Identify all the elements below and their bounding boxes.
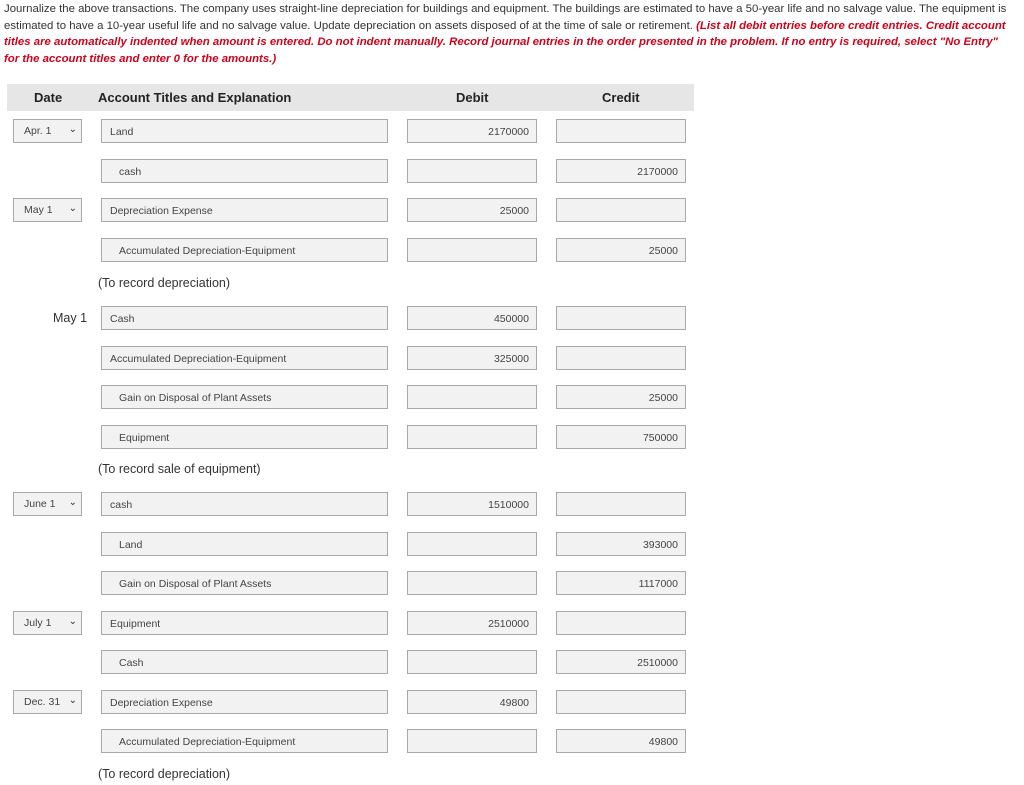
debit-field[interactable] (407, 238, 537, 262)
chevron-down-icon: ⌄ (68, 695, 77, 706)
date-value: July 1 (24, 617, 52, 629)
debit-field[interactable] (407, 159, 537, 183)
credit-field[interactable]: 2170000 (556, 159, 686, 183)
debit-field[interactable] (407, 385, 537, 409)
credit-field[interactable] (556, 119, 686, 143)
credit-field[interactable]: 25000 (556, 385, 686, 409)
account-field[interactable]: Accumulated Depreciation-Equipment (101, 346, 388, 370)
account-field[interactable]: Land (101, 532, 388, 556)
date-value: Apr. 1 (24, 125, 52, 137)
debit-field[interactable]: 25000 (407, 198, 537, 222)
credit-field[interactable]: 25000 (556, 238, 686, 262)
account-field[interactable]: Gain on Disposal of Plant Assets (101, 385, 388, 409)
date-select[interactable] (13, 198, 82, 222)
credit-field[interactable] (556, 492, 686, 516)
debit-field[interactable] (407, 571, 537, 595)
chevron-down-icon: ⌄ (68, 616, 77, 627)
credit-field[interactable]: 49800 (556, 729, 686, 753)
instructions (4, 1, 1014, 67)
debit-field[interactable] (407, 532, 537, 556)
date-select[interactable] (13, 119, 82, 143)
header-date: Date (34, 90, 63, 105)
account-field[interactable]: Accumulated Depreciation-Equipment (101, 238, 388, 262)
date-value: Dec. 31 (24, 696, 61, 708)
credit-field[interactable] (556, 198, 686, 222)
explanation-note: (To record depreciation) (98, 767, 231, 781)
debit-field[interactable]: 450000 (407, 306, 537, 330)
debit-field[interactable] (407, 650, 537, 674)
date-select[interactable] (13, 492, 82, 516)
account-field[interactable]: Accumulated Depreciation-Equipment (101, 729, 388, 753)
instructions-emphasis: (List all debit entries before credit entries. Credit account titles are automatically indented when amount is entered. Do not indent manually. Record journal entries in the order presented in the problem. If no entry is required, select "No Entry" for the account titles and enter 0 for the amounts.) (4, 19, 1006, 65)
account-field[interactable]: Land (101, 119, 388, 143)
account-field[interactable]: Depreciation Expense (101, 198, 388, 222)
explanation-note: (To record depreciation) (98, 276, 231, 290)
debit-field[interactable] (407, 729, 537, 753)
header-debit: Debit (456, 90, 489, 105)
explanation-note: (To record sale of equipment) (98, 462, 261, 476)
account-field[interactable]: Equipment (101, 611, 388, 635)
date-select[interactable] (13, 690, 82, 714)
debit-field[interactable]: 325000 (407, 346, 537, 370)
credit-field[interactable]: 2510000 (556, 650, 686, 674)
date-value: May 1 (24, 204, 53, 216)
debit-field[interactable]: 49800 (407, 690, 537, 714)
journal-header (7, 84, 694, 111)
account-field[interactable]: Equipment (101, 425, 388, 449)
debit-field[interactable]: 1510000 (407, 492, 537, 516)
date-value: June 1 (24, 498, 56, 510)
date-label: May 1 (53, 311, 88, 325)
header-credit: Credit (602, 90, 640, 105)
date-select[interactable] (13, 611, 82, 635)
account-field[interactable]: cash (101, 159, 388, 183)
account-field[interactable]: Gain on Disposal of Plant Assets (101, 571, 388, 595)
credit-field[interactable]: 750000 (556, 425, 686, 449)
chevron-down-icon: ⌄ (68, 124, 77, 135)
credit-field[interactable] (556, 611, 686, 635)
credit-field[interactable]: 1117000 (556, 571, 686, 595)
debit-field[interactable] (407, 425, 537, 449)
credit-field[interactable] (556, 346, 686, 370)
account-field[interactable]: Cash (101, 306, 388, 330)
chevron-down-icon: ⌄ (68, 497, 77, 508)
debit-field[interactable]: 2510000 (407, 611, 537, 635)
account-field[interactable]: Depreciation Expense (101, 690, 388, 714)
credit-field[interactable] (556, 690, 686, 714)
credit-field[interactable]: 393000 (556, 532, 686, 556)
account-field[interactable]: Cash (101, 650, 388, 674)
account-field[interactable]: cash (101, 492, 388, 516)
header-account: Account Titles and Explanation (98, 90, 292, 105)
chevron-down-icon: ⌄ (68, 203, 77, 214)
instructions-text: Journalize the above transactions. The company uses straight-line depreciation for buildings and equipment. The buildings are estimated to have a 50-year life and no salvage value. The equipment is estimated to have a 10-year useful life and no salvage value. Update depreciation on assets disposed of at the time of sale or retirement. (4, 3, 1007, 32)
debit-field[interactable]: 2170000 (407, 119, 537, 143)
credit-field[interactable] (556, 306, 686, 330)
